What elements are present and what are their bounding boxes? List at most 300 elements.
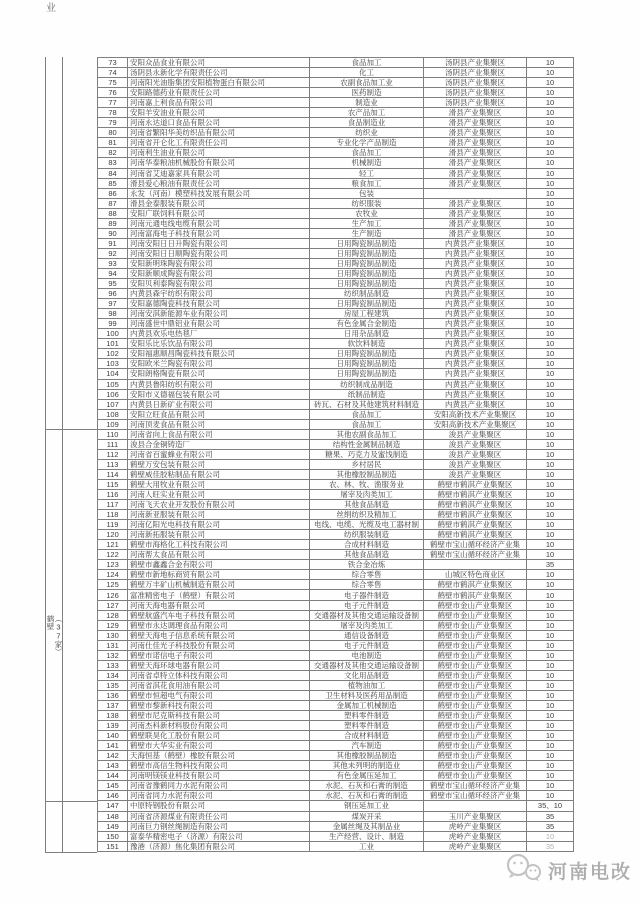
cell-company: 内黄县鲁阳纺织有限公司: [128, 379, 310, 389]
cell-value: 10: [527, 781, 574, 791]
cell-no: 140: [98, 731, 128, 741]
cell-no: 115: [98, 479, 128, 489]
cell-industry: 电子元件制造: [310, 640, 424, 650]
cell-value: 10: [527, 188, 574, 198]
cell-value: 10: [527, 168, 574, 178]
cell-industry: 生产经营、设计、制造: [310, 831, 424, 841]
cell-no: 132: [98, 650, 128, 660]
cell-cluster: 内黄县产业集聚区: [424, 248, 527, 258]
cell-industry: 日用陶瓷制品制造: [310, 299, 424, 309]
cell-no: 78: [98, 108, 128, 118]
cell-no: 147: [98, 801, 128, 811]
cell-value: 10: [527, 650, 574, 660]
cell-company: 河南省济源煤业有限责任公司: [128, 811, 310, 821]
cell-cluster: 鹤壁市金山产业集聚区: [424, 771, 527, 781]
table-row: [98, 530, 574, 540]
cell-cluster: 浚县产业集聚区: [424, 449, 527, 459]
cell-no: 106: [98, 389, 128, 399]
cell-cluster: 鹤壁市金山产业集聚区: [424, 701, 527, 711]
cell-company: 安阳欧米兰陶瓷有限公司: [128, 359, 310, 369]
cell-value: 10: [527, 690, 574, 700]
cell-no: 100: [98, 329, 128, 339]
cell-cluster: 内黄县产业集聚区: [424, 289, 527, 299]
city-group-label: 鹤壁（37家）: [46, 615, 63, 656]
cell-industry: 生产加工: [310, 218, 424, 228]
cell-industry: 其他农副食品加工: [310, 429, 424, 439]
cell-industry: 其他食品制造: [310, 550, 424, 560]
cell-no: 131: [98, 640, 128, 650]
cell-value: 10: [527, 329, 574, 339]
cell-cluster: 内黄县产业集聚区: [424, 329, 527, 339]
cell-no: 122: [98, 550, 128, 560]
cell-industry: 植物油加工: [310, 680, 424, 690]
cell-no: 130: [98, 630, 128, 640]
cell-no: 73: [98, 58, 128, 68]
cell-industry: 其他食品制造: [310, 500, 424, 510]
cell-industry: 电子元件制造: [310, 600, 424, 610]
cell-value: 10: [527, 258, 574, 268]
table-row: [98, 701, 574, 711]
cell-cluster: 滑县产业集聚区: [424, 168, 527, 178]
cell-company: 河南省艾迪嘉家具有限公司: [128, 168, 310, 178]
cell-cluster: 内黄县产业集聚区: [424, 369, 527, 379]
cell-company: 河南省淇花食用油有限公司: [128, 680, 310, 690]
cell-cluster: 鹤壁市金山产业集聚区: [424, 731, 527, 741]
cell-no: 99: [98, 319, 128, 329]
cell-value: 10: [527, 500, 574, 510]
cell-cluster: 鹤壁市金山产业集聚区: [424, 711, 527, 721]
table-row: [98, 841, 574, 851]
cell-company: 河南盛世中鼎铝业有限公司: [128, 319, 310, 329]
table-row: [98, 540, 574, 550]
cell-cluster: 内黄县产业集聚区: [424, 279, 527, 289]
cell-industry: 粮食加工: [310, 178, 424, 188]
cell-cluster: 虎岭产业集聚区: [424, 841, 527, 851]
cell-no: 85: [98, 178, 128, 188]
cell-value: 10: [527, 831, 574, 841]
cell-company: 鹤壁市黎新科技有限公司: [128, 701, 310, 711]
cell-cluster: 鹤壁市金山产业集聚区: [424, 630, 527, 640]
cell-no: 118: [98, 510, 128, 520]
cell-cluster: 山城区特色商业区: [424, 570, 527, 580]
table-row: [98, 168, 574, 178]
cell-no: 74: [98, 68, 128, 78]
cell-cluster: 鹤壁市金山产业集聚区: [424, 751, 527, 761]
cell-industry: 农副食品加工业: [310, 78, 424, 88]
cell-value: 10: [527, 118, 574, 128]
cell-cluster: 安阳高新技术产业集聚区: [424, 409, 527, 419]
table-row: [98, 721, 574, 731]
cell-value: 10: [527, 389, 574, 399]
cell-value: 10: [527, 640, 574, 650]
cell-industry: 屠宰及肉类加工: [310, 490, 424, 500]
cell-company: 鹤壁市鑫鑫合金有限公司: [128, 560, 310, 570]
cell-cluster: 滑县产业集聚区: [424, 118, 527, 128]
cell-company: 鹤壁市恒超电气有限公司: [128, 690, 310, 700]
cell-company: 浚县合金铜铸造厂: [128, 439, 310, 449]
cell-cluster: 鹤壁市宝山循环经济产业集: [424, 781, 527, 791]
table-row: [98, 128, 574, 138]
cell-value: 10: [527, 248, 574, 258]
cell-cluster: 玉川产业集聚区: [424, 811, 527, 821]
cell-company: 鹤壁天海环球电器有限公司: [128, 660, 310, 670]
cell-no: 125: [98, 580, 128, 590]
cell-no: 136: [98, 690, 128, 700]
cell-company: 鹤壁联昊化工股份有限公司: [128, 731, 310, 741]
cell-cluster: 虎岭产业集聚区: [424, 831, 527, 841]
cell-value: 10: [527, 208, 574, 218]
cell-cluster: 鹤壁市鹤淇产业集聚区: [424, 530, 527, 540]
cell-company: 安阳众品食业有限公司: [128, 58, 310, 68]
table-row: [98, 580, 574, 590]
cell-value: 35: [527, 841, 574, 851]
cell-cluster: 内黄县产业集聚区: [424, 389, 527, 399]
table-row: [98, 831, 574, 841]
cell-value: 10: [527, 399, 574, 409]
cell-no: 95: [98, 279, 128, 289]
cell-no: 142: [98, 751, 128, 761]
cell-industry: 食品加工: [310, 419, 424, 429]
table-row: [98, 600, 574, 610]
cell-no: 121: [98, 540, 128, 550]
cell-no: 93: [98, 258, 128, 268]
table-row: [98, 630, 574, 640]
cell-company: 安阳贝利泰陶瓷有限公司: [128, 279, 310, 289]
cell-industry: 合成材料制造: [310, 731, 424, 741]
table-row: [98, 349, 574, 359]
cell-company: 鹤壁大用牧业有限公司: [128, 479, 310, 489]
table-row: [98, 490, 574, 500]
cell-industry: 日用陶瓷制品制造: [310, 279, 424, 289]
cell-company: 河南省向上食品有限公司: [128, 429, 310, 439]
table-row: [98, 228, 574, 238]
cell-value: 10: [527, 530, 574, 540]
cell-cluster: 鹤壁市金山产业集聚区: [424, 670, 527, 680]
cell-company: 汤阴县永新化学有限责任公司: [128, 68, 310, 78]
table-row: [98, 449, 574, 459]
cell-cluster: 汤阴县产业集聚区: [424, 98, 527, 108]
cell-industry: 食品加工: [310, 148, 424, 158]
cell-industry: 食品加工: [310, 58, 424, 68]
cell-value: 35: [527, 811, 574, 821]
cell-company: 河南明镁镁业科技有限公司: [128, 771, 310, 781]
cell-cluster: 滑县产业集聚区: [424, 108, 527, 118]
cell-no: 87: [98, 198, 128, 208]
table-row: [98, 389, 574, 399]
cell-value: 10: [527, 479, 574, 489]
cell-industry: 金属加工机械制造: [310, 701, 424, 711]
cell-industry: 化工: [310, 68, 424, 78]
table-row: [98, 459, 574, 469]
cell-company: 鹤壁市高信生物科技有限公司: [128, 761, 310, 771]
cell-value: 10: [527, 429, 574, 439]
cell-value: 10: [527, 490, 574, 500]
cell-industry: 综合零售: [310, 570, 424, 580]
table-row: [98, 158, 574, 168]
table-row: [98, 188, 574, 198]
cell-value: 10: [527, 98, 574, 108]
cell-cluster: 浚县产业集聚区: [424, 469, 527, 479]
table-row: [98, 510, 574, 520]
table-row: [98, 520, 574, 530]
cell-cluster: 内黄县产业集聚区: [424, 319, 527, 329]
cell-value: 10: [527, 238, 574, 248]
cell-industry: 纺织制品制造: [310, 289, 424, 299]
cell-company: 安阳广联饲料有限公司: [128, 208, 310, 218]
spacer-column: [62, 57, 97, 853]
cell-company: 安阳立旺食品有限公司: [128, 409, 310, 419]
cell-company: 河南顶麦食品有限公司: [128, 419, 310, 429]
cell-value: 10: [527, 510, 574, 520]
cell-no: 105: [98, 379, 128, 389]
cell-cluster: 滑县产业集聚区: [424, 228, 527, 238]
cell-company: 安阳福惠顺昌陶瓷科技有限公司: [128, 349, 310, 359]
cell-value: 10: [527, 741, 574, 751]
cell-industry: 专业化学产品制造: [310, 138, 424, 148]
cell-company: 河南富海电子科技有限公司: [128, 228, 310, 238]
cell-value: 10: [527, 751, 574, 761]
cell-industry: 纺织服装制造: [310, 530, 424, 540]
table-row: [98, 801, 574, 811]
cell-cluster: 滑县产业集聚区: [424, 158, 527, 168]
cell-value: 10: [527, 520, 574, 530]
cell-cluster: 浚县产业集聚区: [424, 429, 527, 439]
cell-no: 89: [98, 218, 128, 228]
cell-cluster: [424, 188, 527, 198]
cell-no: 80: [98, 128, 128, 138]
cell-industry: 纺织业: [310, 128, 424, 138]
cell-value: 10: [527, 630, 574, 640]
cell-company: 河南亿阳光电科技有限公司: [128, 520, 310, 530]
cell-cluster: 内黄县产业集聚区: [424, 258, 527, 268]
watermark-text: 河南电改: [547, 862, 632, 883]
table-row: [98, 741, 574, 751]
cell-company: 河南元通电线电缆有限公司: [128, 218, 310, 228]
cell-industry: 机械制造: [310, 158, 424, 168]
cell-industry: 钢压延加工业: [310, 801, 424, 811]
cell-industry: 日用陶瓷制品制造: [310, 369, 424, 379]
cell-cluster: 鹤壁市金山产业集聚区: [424, 761, 527, 771]
table-row: [98, 620, 574, 630]
cell-company: 天海恒基（鹤壁）橡胶有限公司: [128, 751, 310, 761]
cell-company: 滑县金泰服装有限公司: [128, 198, 310, 208]
cell-cluster: 鹤壁市金山产业集聚区: [424, 680, 527, 690]
cell-value: 10: [527, 268, 574, 278]
cell-industry: 砖瓦、石材及其他建筑材料制造: [310, 399, 424, 409]
cell-no: 77: [98, 98, 128, 108]
cell-cluster: 滑县产业集聚区: [424, 148, 527, 158]
cell-cluster: 鹤壁市鹤淇产业集聚区: [424, 479, 527, 489]
cell-no: 144: [98, 771, 128, 781]
table-row: [98, 469, 574, 479]
cell-cluster: 内黄县产业集聚区: [424, 359, 527, 369]
table-row: [98, 198, 574, 208]
cell-value: 10: [527, 78, 574, 88]
cell-no: 129: [98, 620, 128, 630]
table-row: [98, 690, 574, 700]
table-row: [98, 550, 574, 560]
cell-industry: 糖果、巧克力及蜜饯制造: [310, 449, 424, 459]
cell-value: 35、10: [527, 801, 574, 811]
cell-cluster: 滑县产业集聚区: [424, 198, 527, 208]
wechat-logo-icon: [505, 853, 543, 888]
cell-value: 10: [527, 670, 574, 680]
cell-company: 安阳路德药业有限责任公司: [128, 88, 310, 98]
table-row: [98, 289, 574, 299]
table-row: [98, 148, 574, 158]
cell-industry: 其他橡胶制品制造: [310, 469, 424, 479]
table-row: [98, 500, 574, 510]
cell-company: 河南安阳日日顺陶瓷有限公司: [128, 248, 310, 258]
cell-company: 河南阳光油脂集团安阳植物蛋白有限公司: [128, 78, 310, 88]
cell-company: 鹤壁万安包装有限公司: [128, 459, 310, 469]
cell-no: 97: [98, 299, 128, 309]
table-row: [98, 359, 574, 369]
cell-cluster: 鹤壁市宝山循环经济产业集: [424, 540, 527, 550]
table-row: [98, 791, 574, 801]
cell-industry: 纺织制成品制造: [310, 379, 424, 389]
table-row: [98, 811, 574, 821]
cell-value: 10: [527, 369, 574, 379]
cell-industry: 水泥、石灰和石膏的制造: [310, 781, 424, 791]
table-row: [98, 409, 574, 419]
cell-value: 10: [527, 158, 574, 168]
cell-company: 中原特钢股份有限公司: [128, 801, 310, 811]
cell-value: 10: [527, 289, 574, 299]
cell-industry: 电子器件制造: [310, 590, 424, 600]
city-group-column: [45, 57, 63, 853]
cell-company: 富准精密电子（鹤壁）有限公司: [128, 590, 310, 600]
cell-no: 94: [98, 268, 128, 278]
cell-cluster: 内黄县产业集聚区: [424, 299, 527, 309]
cell-industry: 交通器材及其他交通运输设备制: [310, 610, 424, 620]
cell-no: 103: [98, 359, 128, 369]
cell-cluster: 鹤壁市金山产业集聚区: [424, 610, 527, 620]
cell-cluster: 鹤壁市鹤淇产业集聚区: [424, 580, 527, 590]
cell-cluster: 汤阴县产业集聚区: [424, 68, 527, 78]
cell-company: 鹤壁市诺信电子有限公司: [128, 650, 310, 660]
cell-industry: 塑料零件制造: [310, 711, 424, 721]
cell-industry: 结构性金属制品制造: [310, 439, 424, 449]
cell-industry: 电线、电缆、光缆及电工器材制: [310, 520, 424, 530]
cell-industry: 软饮料制造: [310, 339, 424, 349]
cell-industry: 屠宰及肉类加工: [310, 620, 424, 630]
table-row: [98, 98, 574, 108]
table-row: [98, 429, 574, 439]
table-row: [98, 88, 574, 98]
cell-value: 10: [527, 299, 574, 309]
cell-no: 119: [98, 520, 128, 530]
table-row: [98, 208, 574, 218]
table-row: [98, 560, 574, 570]
table-row: [98, 329, 574, 339]
enterprise-table-body: [98, 58, 574, 852]
table-row: [98, 319, 574, 329]
cell-company: 河南利生油业有限公司: [128, 148, 310, 158]
cell-value: 10: [527, 580, 574, 590]
cell-value: 10: [527, 198, 574, 208]
cell-value: 10: [527, 108, 574, 118]
cell-no: 98: [98, 309, 128, 319]
table-row: [98, 299, 574, 309]
cell-cluster: 鹤壁市金山产业集聚区: [424, 741, 527, 751]
cell-no: 151: [98, 841, 128, 851]
table-row: [98, 610, 574, 620]
cell-cluster: 鹤壁市金山产业集聚区: [424, 650, 527, 660]
cell-no: 112: [98, 449, 128, 459]
cell-value: 10: [527, 379, 574, 389]
cell-no: 81: [98, 138, 128, 148]
cell-industry: 食品制造业: [310, 118, 424, 128]
cell-company: 河南巨力钢丝绳制造有限公司: [128, 821, 310, 831]
cell-no: 116: [98, 490, 128, 500]
table-row: [98, 399, 574, 409]
cell-industry: 日用杂品制造: [310, 329, 424, 339]
cell-industry: 乡村居民: [310, 459, 424, 469]
cell-value: 10: [527, 218, 574, 228]
cell-no: 134: [98, 670, 128, 680]
cell-company: 河南省百蜜蜂业有限公司: [128, 449, 310, 459]
cell-value: 10: [527, 359, 574, 369]
cell-no: 96: [98, 289, 128, 299]
cell-value: 10: [527, 600, 574, 610]
cell-cluster: 鹤壁市鹤淇产业集聚区: [424, 490, 527, 500]
cell-company: 鹤壁万丰矿山机械制造有限公司: [128, 580, 310, 590]
cell-no: 120: [98, 530, 128, 540]
cell-company: 河南永达道口食品有限公司: [128, 118, 310, 128]
cell-cluster: 内黄县产业集聚区: [424, 339, 527, 349]
cell-industry: 合成材料制造: [310, 540, 424, 550]
cell-cluster: 滑县产业集聚区: [424, 218, 527, 228]
cell-cluster: 滑县产业集聚区: [424, 178, 527, 188]
table-row: [98, 640, 574, 650]
cell-company: 安阳新顺成陶瓷有限公司: [128, 268, 310, 278]
table-row: [98, 711, 574, 721]
cell-no: 127: [98, 600, 128, 610]
cell-company: 鹤壁市新地标商贸有限公司: [128, 570, 310, 580]
table-row: [98, 309, 574, 319]
cell-no: 135: [98, 680, 128, 690]
cell-industry: 金属丝绳及其制品业: [310, 821, 424, 831]
cell-cluster: 鹤壁市金山产业集聚区: [424, 600, 527, 610]
table-row: [98, 108, 574, 118]
enterprise-table: [97, 57, 574, 852]
cell-no: 141: [98, 741, 128, 751]
cell-company: 鹤壁航盛汽车电子科技有限公司: [128, 610, 310, 620]
cell-industry: 农牧业: [310, 208, 424, 218]
cell-company: 鹤壁天海电子信息系统有限公司: [128, 630, 310, 640]
cell-no: 148: [98, 811, 128, 821]
cell-value: 10: [527, 590, 574, 600]
cell-value: 10: [527, 449, 574, 459]
table-row: [98, 379, 574, 389]
table-row: [98, 821, 574, 831]
cell-cluster: 内黄县产业集聚区: [424, 349, 527, 359]
cell-industry: 铁合金冶炼: [310, 560, 424, 570]
cell-cluster: 滑县产业集聚区: [424, 138, 527, 148]
cell-company: 鹤壁市大华实业有限公司: [128, 741, 310, 751]
cell-industry: 医药制造: [310, 88, 424, 98]
cell-industry: 有色金属压延加工: [310, 771, 424, 781]
table-row: [98, 78, 574, 88]
table-row: [98, 268, 574, 278]
cell-industry: 汽车制造: [310, 741, 424, 751]
cell-cluster: 内黄县产业集聚区: [424, 399, 527, 409]
table-row: [98, 570, 574, 580]
cell-value: 10: [527, 771, 574, 781]
cell-value: 10: [527, 680, 574, 690]
cell-value: 10: [527, 148, 574, 158]
